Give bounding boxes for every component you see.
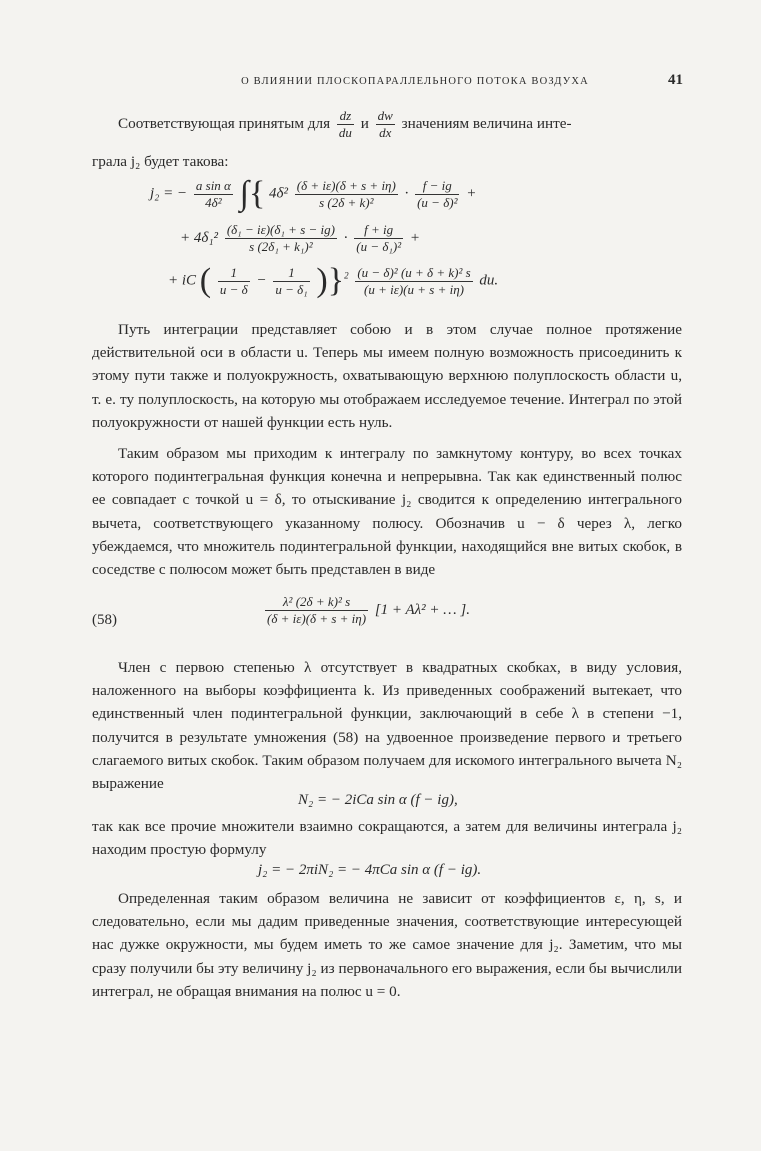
paragraph-3: Член с первою степенью λ отсутствует в квадратных скобках, в виду условия, наложенного на выборы коэффициента k. Из приведенных соображений вытекает, что единственный член подинтегральной функции, заключающий в себе λ в степени −1, получится в результате умножения (58) на удвоенное произведение первого и третьего слагаемого витых скобок. Таким образом получаем для искомого интегрального вычета N₂ выражение bbox=[92, 659, 682, 793]
conjunction: и bbox=[360, 114, 369, 132]
equation-N2: N₂ = − 2iCa sin α (f − ig), bbox=[298, 792, 458, 808]
paragraph-2: Таким образом мы приходим к интегралу по замкнутому контуру, во всех точках которого подинтегральная функция конечна и непрерывна. Так как единственный полюс ее совпадает с точкой u = δ, то отыскивание j₂ сводится к определению интегрального вычета, соответствующего указанному полюсу. Обозначив u − δ через λ, легко убеждаемся, что множитель подинтегральной функции, находящийся вне витых скобок, в соседстве с полюсом может быть представлен в виде bbox=[92, 445, 682, 579]
equation-number-58: (58) bbox=[92, 612, 117, 628]
intro-line-2: грала j₂ будет такова: bbox=[92, 153, 229, 170]
page-number: 41 bbox=[668, 72, 683, 88]
fraction-dw-dx: $\frac{dw}{dx}$ bbox=[377, 108, 393, 140]
intro-text-end: значениям величина инте- bbox=[401, 114, 572, 132]
equation-58: $\frac{\text{λ² (2δ + k)² s}}{(\delta + i\varepsilon)(\delta + s + i\eta)}$ [1 + Aλ² + … ]. bbox=[267, 594, 470, 626]
running-header: О ВЛИЯНИИ ПЛОСКОПАРАЛЛЕЛЬНОГО ПОТОКА ВОЗДУХА bbox=[241, 76, 589, 87]
equation-j2-final: j₂ = − 2πiN₂ = − 4πCa sin α (f − ig). bbox=[258, 862, 482, 878]
equation-j2-row1: j₂ = − $\frac{\text{a sin α}}{\text{4δ²}}$ ∫{ 4δ² $\frac{(\delta + i\varepsilon)(\delta + s + i\eta)}{\text{s (2δ + k)²}}$ · $\frac{f - ig}{\text{(u − δ)²}}$ + bbox=[150, 175, 477, 212]
intro-text: Соответствующая принятым для bbox=[118, 114, 331, 132]
equation-j2-row2: + 4δ₁² $\frac{\text{(δ₁ − iε)(δ₁ + s − ig)}}{\text{s (2δ₁ + k₁)²}}$ · $\frac{f + ig}{\text{(u − δ₁)²}}$ + bbox=[180, 222, 420, 254]
paragraph-4: так как все прочие множители взаимно сокращаются, а затем для величины интеграла j₂ находим простую формулу bbox=[92, 818, 682, 859]
paragraph-1: Путь интеграции представляет собою и в этом случае полное протяжение действительной оси в области u. Теперь мы имеем полную возможность присоединить к этому пути также и полуокружность, охватывающую верхнюю полуплоскость области u, т. е. ту полуплоскость, на которую мы отображаем исследуемое течение. Интеграл по этой полуокружности от нашей функции есть нуль. bbox=[92, 321, 682, 431]
intro-paragraph bbox=[92, 108, 682, 141]
equation-j2-row3: + iC ( $\frac{1}{u - \delta}$ − $\frac{1}{\text{u − δ₁}}$ )}$^2$ $\frac{\text{(u − δ)² (u + δ + k)² s}}{(u + i\varepsilon)(u + s + i\eta)}$ du. bbox=[168, 262, 499, 299]
integral-sign: ∫{ bbox=[239, 175, 266, 212]
fraction-dz-du: $\frac{dz}{du}$ bbox=[338, 108, 352, 140]
paragraph-5: Определенная таким образом величина не зависит от коэффициентов ε, η, s, и следовательно, если мы дадим приведенные значения, соответствующие интересующей нас дужке окружности, мы будем иметь то же самое значение для j₂. Заметим, что мы сразу получили бы эту величину j₂ из первоначального его выражения, если бы вычислили интеграл, не обращая внимания на полюс u = 0. bbox=[92, 890, 682, 1000]
